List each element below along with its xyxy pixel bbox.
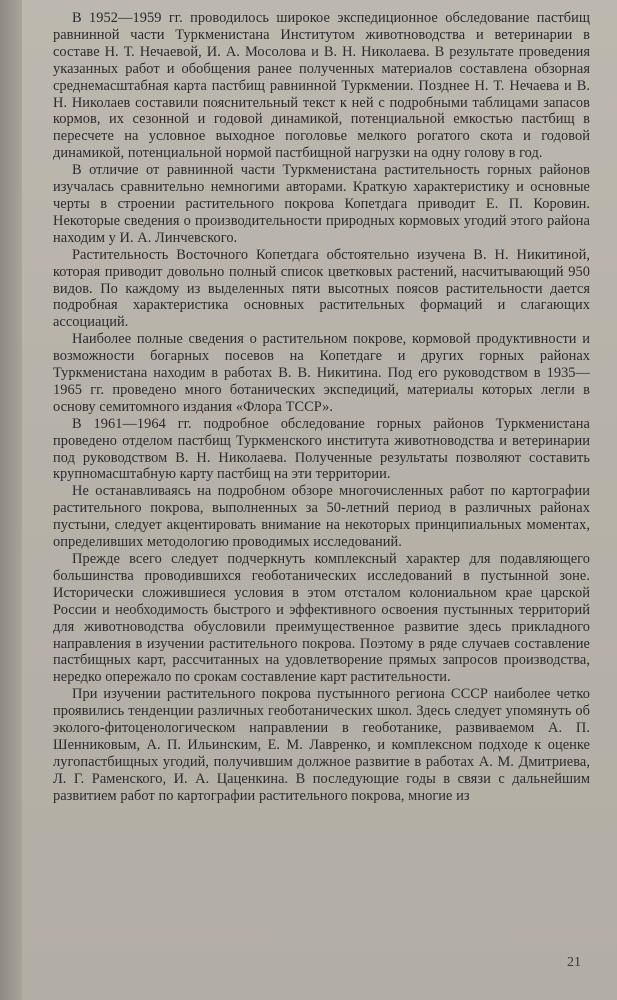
page-number: 21 [567, 955, 581, 970]
paragraph-8: При изучении растительного покрова пустынного региона СССР наиболее четко проявились тенденции различных геоботанических школ. Здесь следует упомянуть об эколого-фитоценологическом направлении в геоботанике, развиваемом А. П. Шенниковым, А. П. Ильинским, Е. М. Лавренко, и комплексном подходе к оценке лугопастбищных угодий, получившим должное развитие в работах А. М. Дмитриева, Л. Г. Раменского, И. А. Цаценкина. В последующие годы в связи с дальнейшим развитием работ по картографии растительного покрова, многие из [53, 686, 590, 804]
paragraph-7: Прежде всего следует подчеркнуть комплексный характер для подавляющего большинства проводившихся геоботанических исследований в пустынной зоне. Исторически сложившиеся условия в этом отсталом колониальном крае царской России и необходимость быстрого и эффективного освоения пустынных территорий для животноводства обусловили преимущественное развитие здесь прикладного направления в изучении растительного покрова. Поэтому в ряде случаев составление пастбищных карт, рассчитанных на удовлетворение прямых запросов производства, нередко опережало по срокам составление карт растительности. [53, 551, 590, 686]
paragraph-6: Не останавливаясь на подробном обзоре многочисленных работ по картографии растительного покрова, выполненных за 50-летний период в различных районах пустыни, следует акцентировать внимание на некоторых принципиальных моментах, определивших методологию проводимых исследований. [53, 483, 590, 551]
paragraph-5: В 1961—1964 гг. подробное обследование горных районов Туркменистана проведено отделом пастбищ Туркменского института животноводства и ветеринарии под руководством В. Н. Николаева. Полученные результаты позволяют составить крупномасштабную карту пастбищ на эти территории. [53, 415, 590, 483]
body-text [53, 10, 590, 805]
paragraph-3: Растительность Восточного Копетдага обстоятельно изучена В. Н. Никитиной, которая приводит довольно полный список цветковых растений, насчитывающий 950 видов. По каждому из выделенных пяти высотных поясов растительности дается подробная характеристика основных растительных формаций и слагающих ассоциаций. [53, 246, 590, 331]
paragraph-4: Наиболее полные сведения о растительном покрове, кормовой продуктивности и возможности богарных посевов на Копетдаге и других горных районах Туркменистана находим в работах В. В. Никитина. Под его руководством в 1935—1965 гг. проведено много ботанических экспедиций, материалы которых легли в основу семитомного издания «Флора ТССР». [53, 331, 590, 415]
paragraph-1: В 1952—1959 гг. проводилось широкое экспедиционное обследование пастбищ равнинной части Туркменистана Институтом животноводства и ветеринарии в составе Н. Т. Нечаевой, И. А. Мосолова и В. Н. Николаева. В результате проведения указанных работ и обобщения ранее полученных материалов составлена обзорная среднемасштабная карта пастбищ равнинной Туркмении. Позднее Н. Т. Нечаева и В. Н. Николаев составили пояснительный текст к ней с подробными таблицами запасов кормов, их сезонной и годовой динамикой, потенциальной емкостью пастбищ в пересчете на условное выходное поголовье мелкого рогатого скота и годовой динамикой, потенциальной нормой пастбищной нагрузки на одну голову в год. [53, 10, 590, 162]
paragraph-2: В отличие от равнинной части Туркменистана растительность горных районов изучалась сравнительно немногими авторами. Краткую характеристику и основные черты в строении растительного покрова Копетдага приводит Е. П. Коровин. Некоторые сведения о производительности природных кормовых угодий этого района находим у И. А. Линчевского. [53, 162, 590, 246]
